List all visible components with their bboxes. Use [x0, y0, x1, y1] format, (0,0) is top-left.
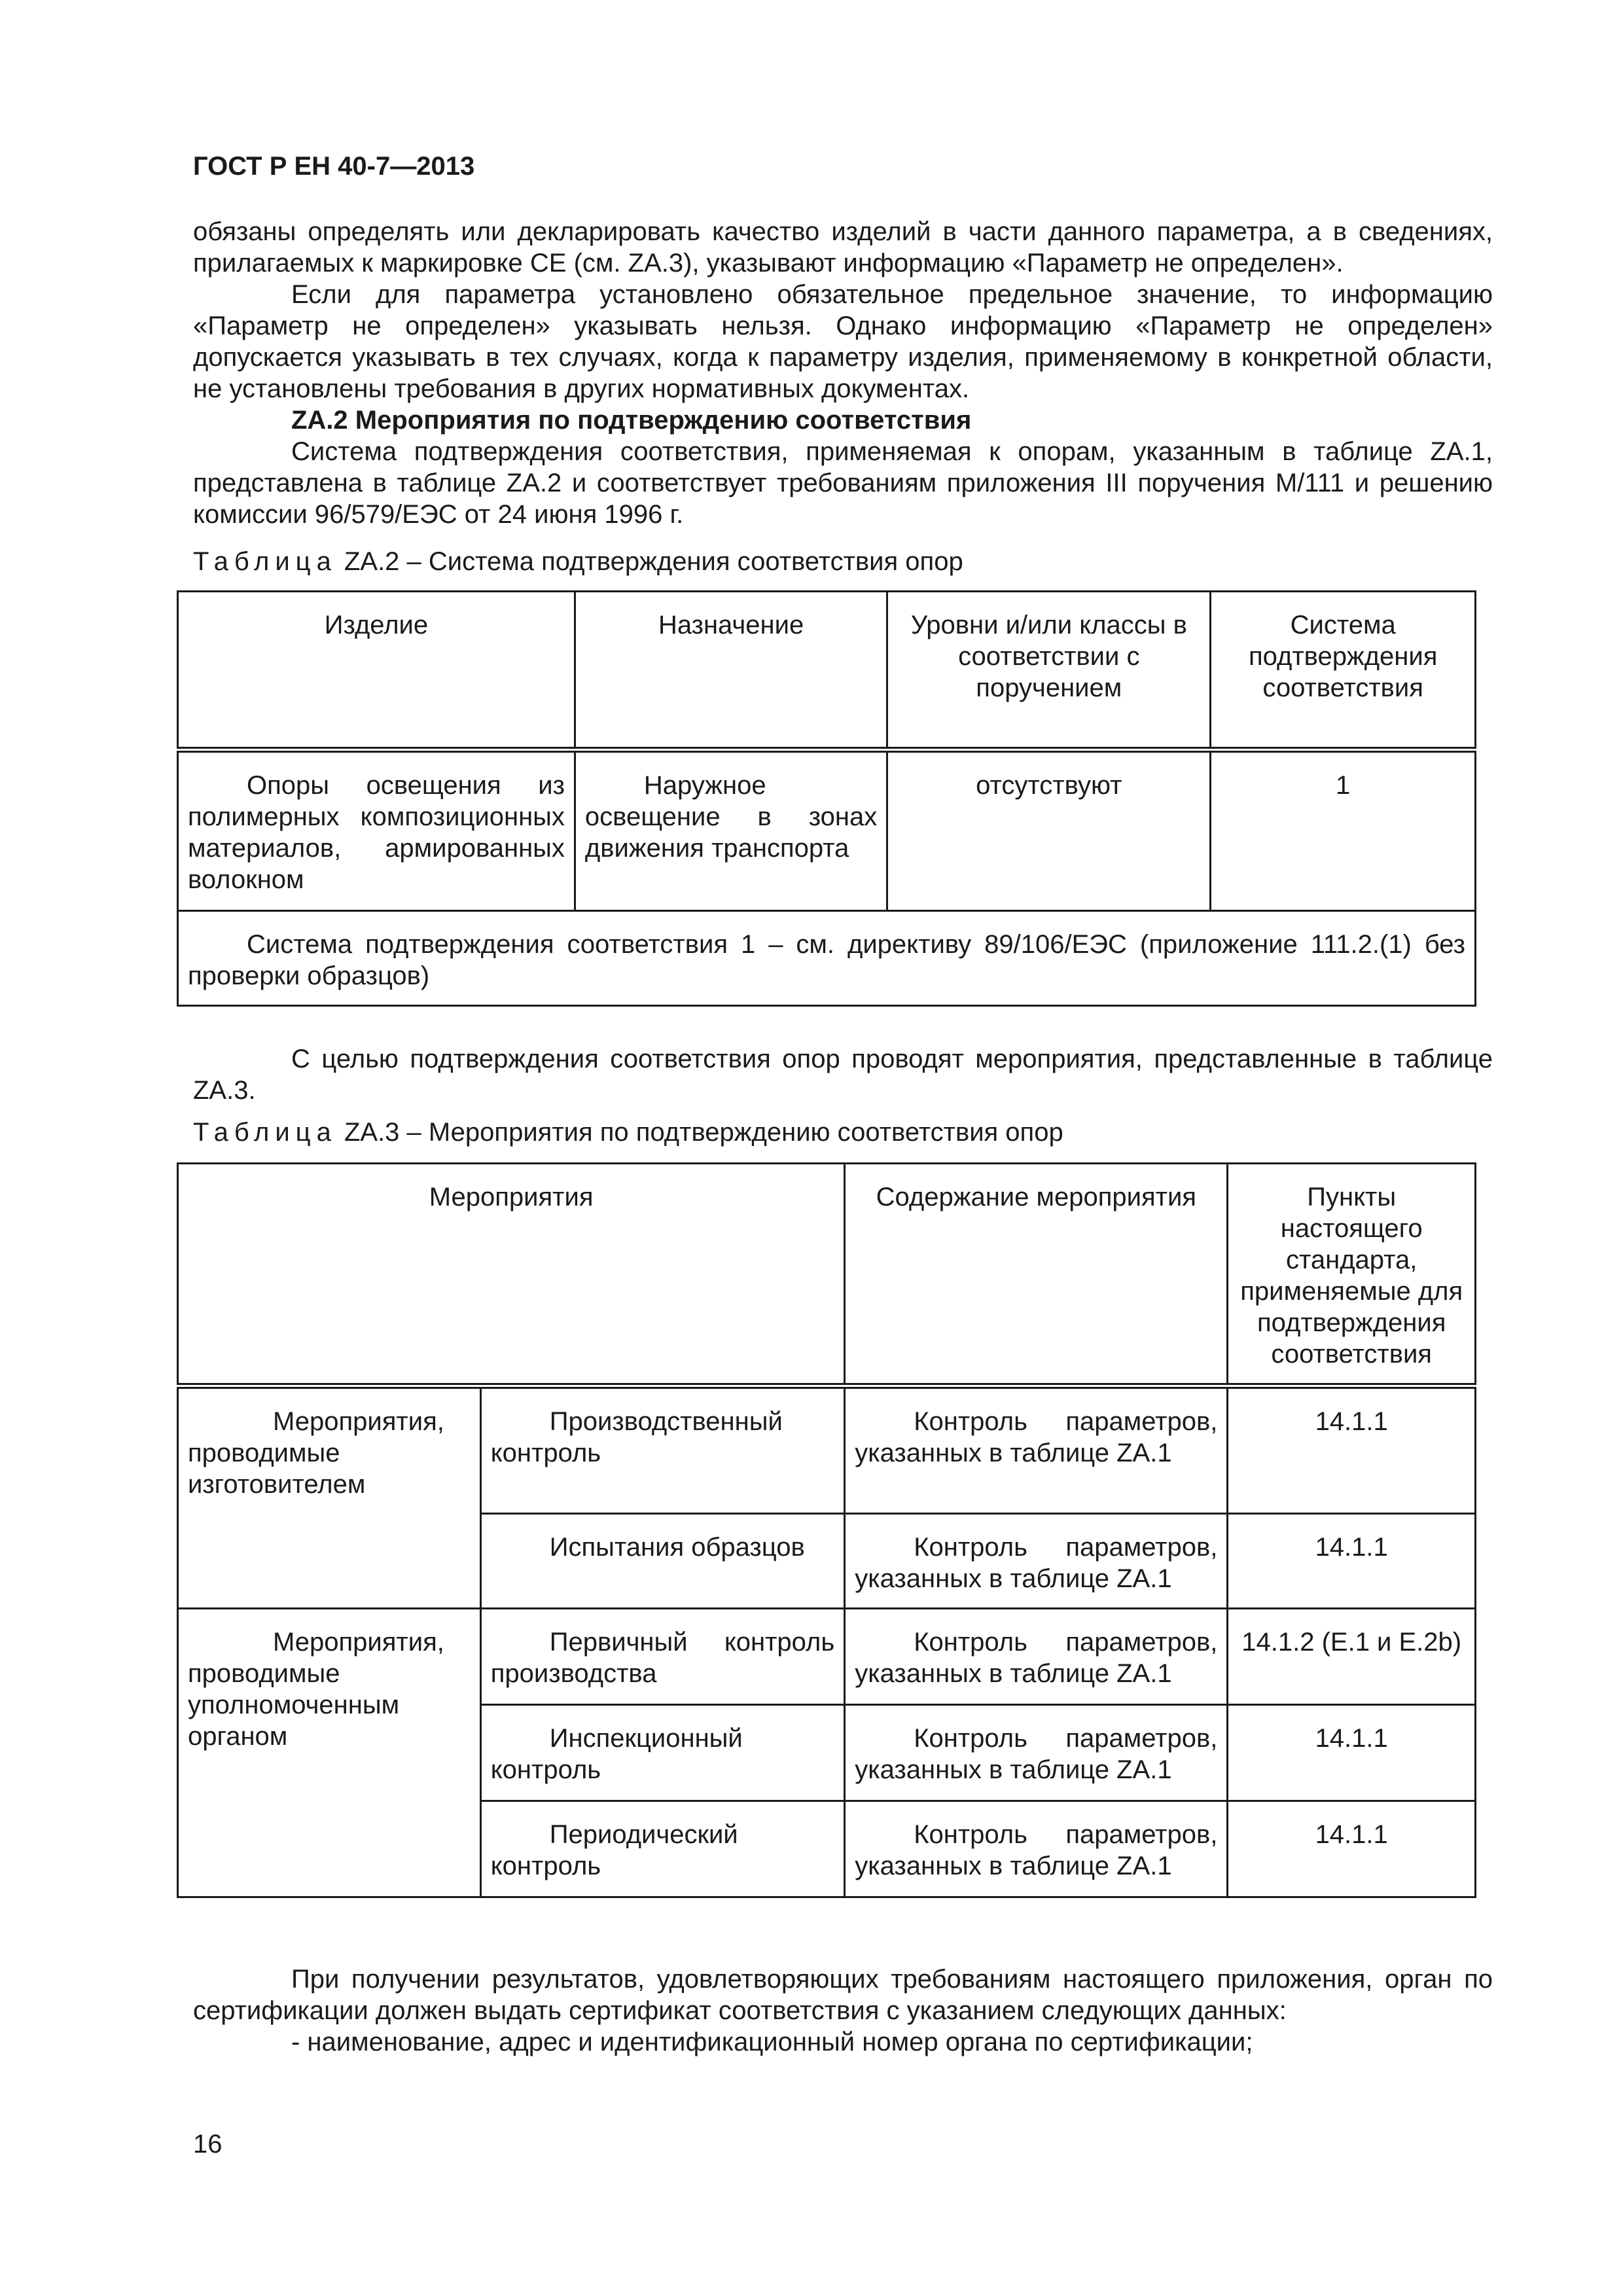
- content-cell: Контроль параметров, указанных в таблице ZA.1: [845, 1705, 1228, 1801]
- table-za2-caption: [193, 546, 963, 577]
- paragraph-2: Если для параметра установлено обязательное предельное значение, то информацию «Параметр не определен» указывать нельзя. Однако информацию «Параметр не определен» допускается указывать в тех случаях, когда к параметру изделия, применяемому в конкретной области, не установлены требования в других нормативных документах.: [193, 280, 1493, 403]
- content-cell: Контроль параметров, указанных в таблице ZA.1: [845, 1386, 1228, 1514]
- table-header-row: [178, 1164, 1476, 1386]
- paragraph-1: обязаны определять или декларировать качество изделий в части данного параметра, а в сведениях, прилагаемых к маркировке CE (см. ZA.3), указывают информацию «Параметр не определен».: [193, 217, 1493, 278]
- header-cell: Мероприятия: [178, 1164, 845, 1386]
- caption-text: ZA.3 – Мероприятия по подтверждению соответствия опор: [336, 1118, 1063, 1147]
- group-cell-manufacturer: Мероприятия, проводимые изготовителем: [178, 1386, 481, 1609]
- paragraph-3: Система подтверждения соответствия, применяемая к опорам, указанным в таблице ZA.1, представлена в таблице ZA.2 и соответствует требованиям приложения III поручения M/111 и решению комиссии 96/579/ЕЭС от 24 июня 1996 г.: [193, 437, 1493, 529]
- content-cell: Контроль параметров, указанных в таблице ZA.1: [845, 1801, 1228, 1897]
- clause-cell: 14.1.2 (E.1 и E.2b): [1228, 1609, 1476, 1705]
- document-header: ГОСТ Р ЕН 40-7—2013: [193, 152, 475, 181]
- activity-cell: Инспекционный контроль: [480, 1705, 844, 1801]
- table-note: Система подтверждения соответствия 1 – см. директиву 89/106/ЕЭС (приложение 111.2.(1) без проверки образцов): [178, 911, 1476, 1006]
- caption-text: ZA.2 – Система подтверждения соответствия опор: [336, 547, 963, 576]
- paragraph-4: С целью подтверждения соответствия опор проводят мероприятия, представленные в таблице ZA.3.: [193, 1045, 1493, 1105]
- table-row: [178, 1609, 1476, 1705]
- activity-cell: Производственный контроль: [480, 1386, 844, 1514]
- purpose-cell: Наружное освещение в зонах движения транспорта: [575, 750, 887, 911]
- header-cell: Назначение: [575, 592, 887, 750]
- product-cell: Опоры освещения из полимерных композиционных материалов, армированных волокном: [178, 750, 575, 911]
- header-cell: Содержание мероприятия: [845, 1164, 1228, 1386]
- clause-cell: 14.1.1: [1228, 1386, 1476, 1514]
- header-cell: Пункты настоящего стандарта, применяемые для подтверждения соответствия: [1228, 1164, 1476, 1386]
- table-row: [178, 1386, 1476, 1514]
- page-number: 16: [193, 2130, 223, 2159]
- header-cell: Система подтверждения соответствия: [1211, 592, 1476, 750]
- clause-cell: 14.1.1: [1228, 1514, 1476, 1609]
- content-cell: Контроль параметров, указанных в таблице ZA.1: [845, 1514, 1228, 1609]
- group-cell-authority: Мероприятия, проводимые уполномоченным органом: [178, 1609, 481, 1897]
- table-za3: [177, 1162, 1476, 1898]
- table-header-row: [178, 592, 1476, 750]
- table-row: [178, 750, 1476, 911]
- paragraph-6: - наименование, адрес и идентификационный номер органа по сертификации;: [291, 2028, 1253, 2056]
- header-cell: Уровни и/или классы в соответствии с поручением: [887, 592, 1211, 750]
- table-note-row: [178, 911, 1476, 1006]
- header-cell: Изделие: [178, 592, 575, 750]
- activity-cell: Периодический контроль: [480, 1801, 844, 1897]
- levels-cell: отсутствуют: [887, 750, 1211, 911]
- clause-cell: 14.1.1: [1228, 1801, 1476, 1897]
- content-cell: Контроль параметров, указанных в таблице ZA.1: [845, 1609, 1228, 1705]
- activity-cell: Испытания образцов: [480, 1514, 844, 1609]
- table-za2: [177, 590, 1476, 1007]
- activity-cell: Первичный контроль производства: [480, 1609, 844, 1705]
- clause-cell: 14.1.1: [1228, 1705, 1476, 1801]
- table-za3-caption: [193, 1117, 1063, 1148]
- caption-word: Таблица: [193, 1118, 337, 1147]
- paragraph-5: При получении результатов, удовлетворяющих требованиям настоящего приложения, орган по сертификации должен выдать сертификат соответствия с указанием следующих данных:: [193, 1965, 1493, 2025]
- section-heading: ZA.2 Мероприятия по подтверждению соответствия: [291, 406, 972, 435]
- caption-word: Таблица: [193, 547, 337, 576]
- system-cell: 1: [1211, 750, 1476, 911]
